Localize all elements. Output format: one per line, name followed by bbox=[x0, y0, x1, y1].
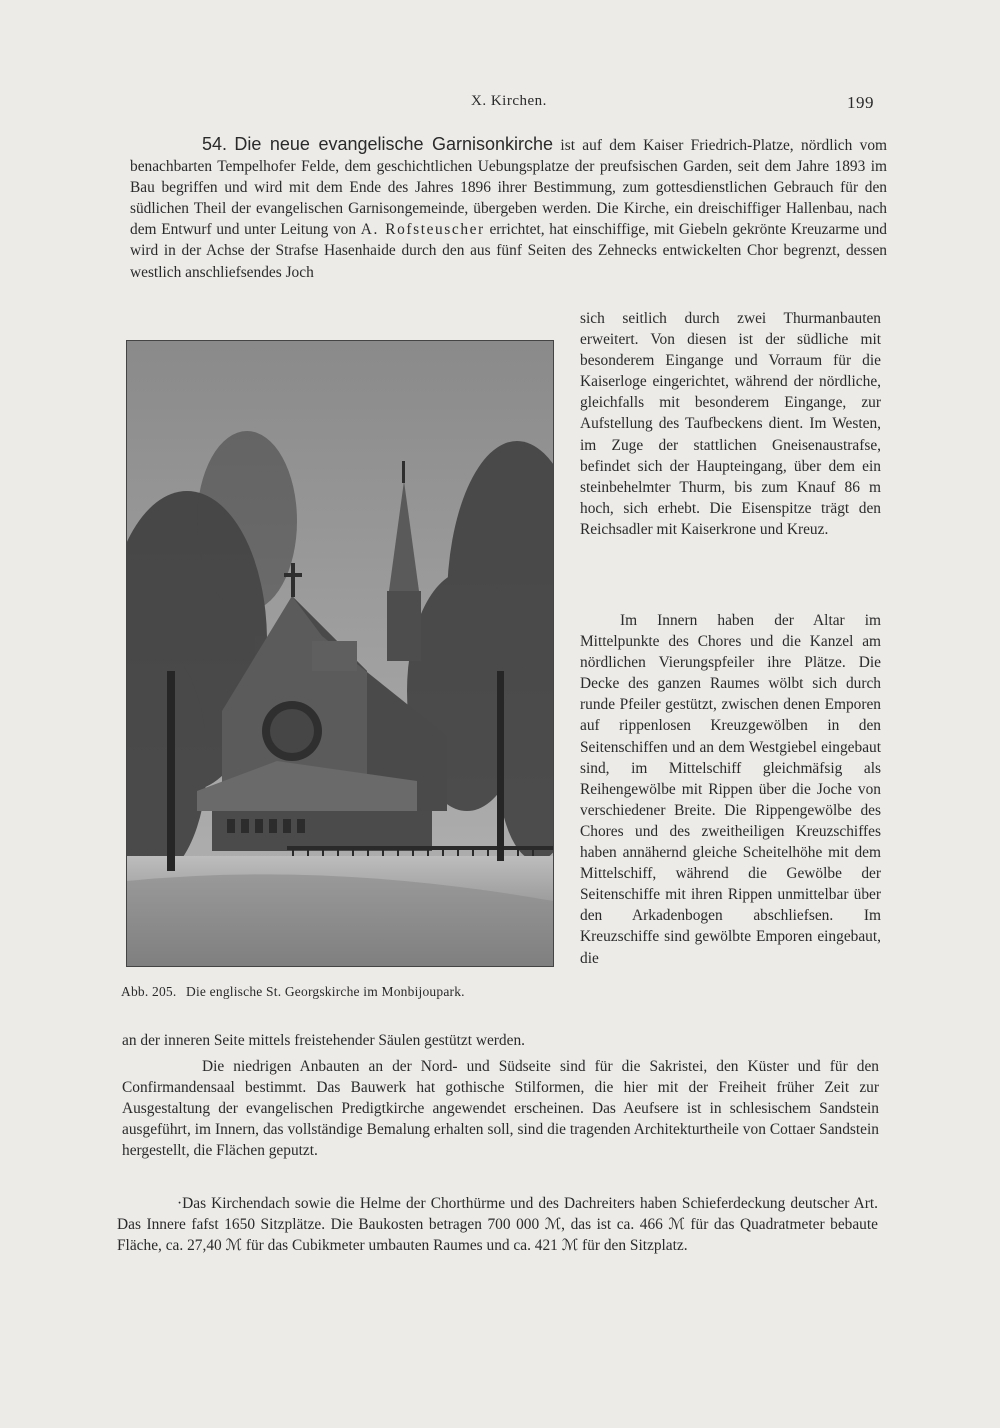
paragraph-intro-end: errichtet, hat einschiffige, mit Giebeln gekrönte Kreuzarme und wird in der Achse der Strafse Hasenhaide durch den aus fünf Seiten des Zehnecks entwickelten Chor begrenzt, dessen westlich anschliefsendes Joch bbox=[130, 221, 887, 281]
church-photograph bbox=[126, 340, 554, 967]
page-number: 199 bbox=[847, 93, 874, 112]
section-number: 54. bbox=[202, 134, 228, 154]
paragraph-interior-end: an der inneren Seite mittels freistehender Säulen gestützt werden. bbox=[122, 1032, 526, 1049]
figure-label: Abb. 205. bbox=[121, 984, 177, 999]
paragraph-intro bbox=[130, 134, 887, 283]
figure-caption bbox=[121, 984, 561, 1000]
paragraph-intro-text: ist auf dem Kaiser Friedrich-Platze, nördlich vom benachbarten Tempelhofer Felde, dem geschichtlichen Uebungsplatze der preufsischen Garden, seit dem Jahre 1893 im Bau begriffen und wird mit dem Ende des Jahres 1896 ihrer Bestimmung, zum gottesdienstlichen Gebrauch für den südlichen Theil der evangelischen Garnisongemeinde, übergeben werden. Die Kirche, ein dreischiffiger Hallenbau, nach dem Entwurf und unter Leitung von bbox=[130, 137, 888, 239]
paragraph-costs: ·Das Kirchendach sowie die Helme der Chorthürme und des Dachreiters haben Schieferdeckung deutscher Art. Das Innere fafst 1650 Sitzplätze. Die Baukosten betragen 700 000 ℳ, das ist ca. 466 ℳ für das Quadratmeter bebaute Fläche, ca. 27,40 ℳ für das Cubikmeter umbauten Raumes und ca. 421 ℳ für den Sitzplatz. bbox=[117, 1195, 878, 1255]
section-title: Die neue evangelische Garnisonkirche bbox=[234, 134, 554, 154]
figure-caption-text: Die englische St. Georgskirche im Monbijoupark. bbox=[186, 984, 465, 999]
running-head: X. Kirchen. bbox=[471, 93, 547, 109]
architect-name: A. Rofsteuscher bbox=[360, 221, 485, 239]
paragraph-interior: Im Innern haben der Altar im Mittelpunkte des Chores und die Kanzel am nördlichen Vierungspfeiler ihre Plätze. Die Decke des ganzen Raumes wölbt sich durch runde Pfeiler gestützt, zwischen denen Emporen auf rippenlosen Kreuzgewölben in den Seitenschiffen und an dem Westgiebel eingebaut sind, im Mittelschiff gleichmäfsig als Reihengewölbe mit Rippen über die Joche von verschiedener Breite. Die Rippengewölbe des Chores und des zweitheiligen Kreuzschiffes haben annähernd gleiche Scheitelhöhe mit dem Mittelschiff, während die Gewölbe der Seitenschiffe mit ihren Rippen unmittelbar über den Arkadenbogen abschliefsen. Im Kreuzschiffe sind gewölbte Emporen eingebaut, die bbox=[580, 612, 881, 967]
paragraph-annexes: Die niedrigen Anbauten an der Nord- und Südseite sind für die Sakristei, den Küster und für den Confirmandensaal bestimmt. Das Bauwerk hat gothische Stilformen, die hier mit der Freiheit früher Zeit zur Ausgestaltung der evangelischen Predigtkirche angewendet erscheinen. Das Aeufsere ist in schlesischem Sandstein ausgeführt, im Innern, das vollständige Bemalung erhalten soll, sind die tragenden Architekturtheile von Cottaer Sandstein hergestellt, die Flächen geputzt. bbox=[122, 1058, 879, 1160]
paragraph-intro-continued: sich seitlich durch zwei Thurmanbauten erweitert. Von diesen ist der südliche mit besonderem Eingange und Vorraum für die Kaiserloge eingerichtet, während der nördliche, gleichfalls mit besonderem Eingange, zur Aufstellung des Taufbeckens dient. Im Westen, im Zuge der stattlichen Gneisenaustrafse, befindet sich der Haupteingang, über dem ein steinbehelmter Thurm, bis zum Knauf 86 m hoch, sich erhebt. Die Eisenspitze trägt den Reichsadler mit Kaiserkrone und Kreuz. bbox=[580, 310, 881, 538]
running-header bbox=[0, 93, 1000, 117]
